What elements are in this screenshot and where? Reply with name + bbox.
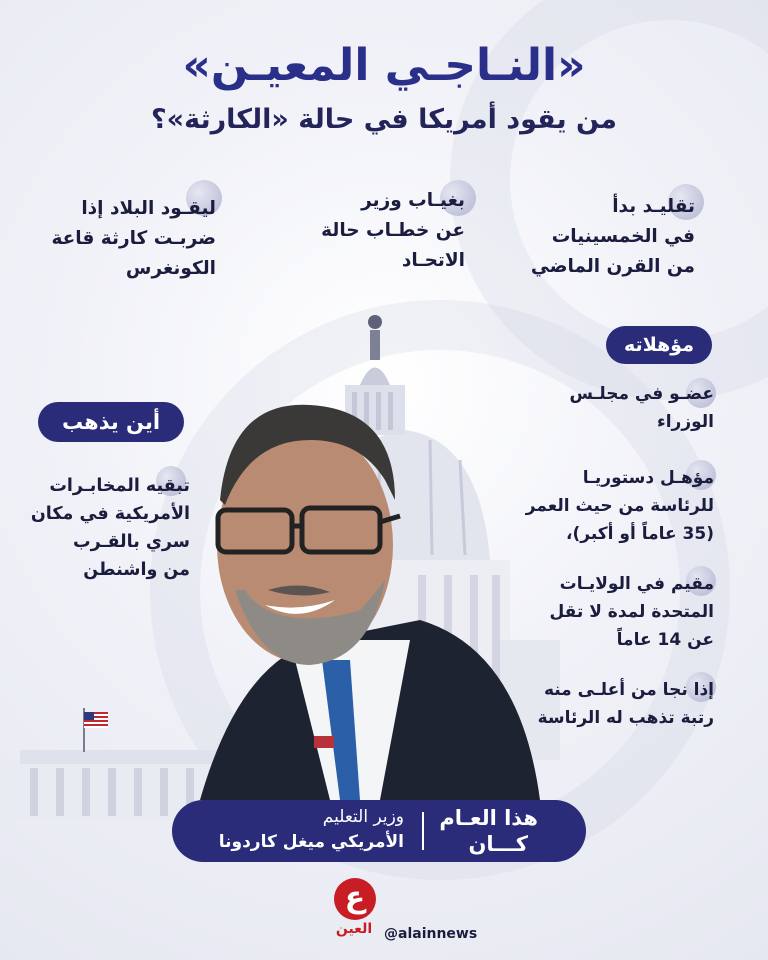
- page-subtitle: من يقود أمريكا في حالة «الكارثة»؟: [150, 104, 618, 135]
- bar-divider: [422, 812, 424, 850]
- top-fact-1: تقليـد بدأ في الخمسينيات من القرن الماضي: [530, 196, 695, 277]
- page-title: «النـاجـي المعيـن»: [182, 40, 586, 91]
- this-year-label: هذا العـام: [439, 806, 538, 830]
- qualification-4: إذا نجا من أعلـى منه رتبة تذهب له الرئاسة: [537, 680, 714, 728]
- top-fact-2: بغيـاب وزير عن خطـاب حالة الاتحـاد: [321, 190, 465, 271]
- logo-icon: ع: [334, 878, 376, 920]
- person-role: وزير التعليم: [322, 807, 404, 827]
- qualification-2: مؤهـل دستوريـا للرئاسة من حيث العمر (35 عاماً أو أكبر)،: [525, 468, 714, 544]
- person-name: الأمريكي ميغل كاردونا: [218, 832, 404, 852]
- top-fact-3: ليقـود البلاد إذا ضربـت كارثة قاعة الكونغرس: [51, 198, 216, 279]
- qualifications-heading: مؤهلاته: [606, 326, 712, 364]
- where-text: تبقيه المخابـرات الأمريكية في مكان سري بالقـرب من واشنطن: [30, 476, 190, 580]
- bottom-bar: [172, 800, 586, 862]
- flag-icon: [84, 712, 108, 728]
- qualification-1: عضـو في مجلـس الوزراء: [569, 384, 714, 432]
- social-handle: @alainnews: [384, 926, 478, 942]
- logo-name: العين: [335, 921, 373, 937]
- qualification-3: مقيم في الولايـات المتحدة لمدة لا تقل عن 14 عاماً: [549, 574, 714, 650]
- this-year-verb: كـــان: [468, 832, 528, 856]
- where-heading: أين يذهب: [38, 402, 184, 442]
